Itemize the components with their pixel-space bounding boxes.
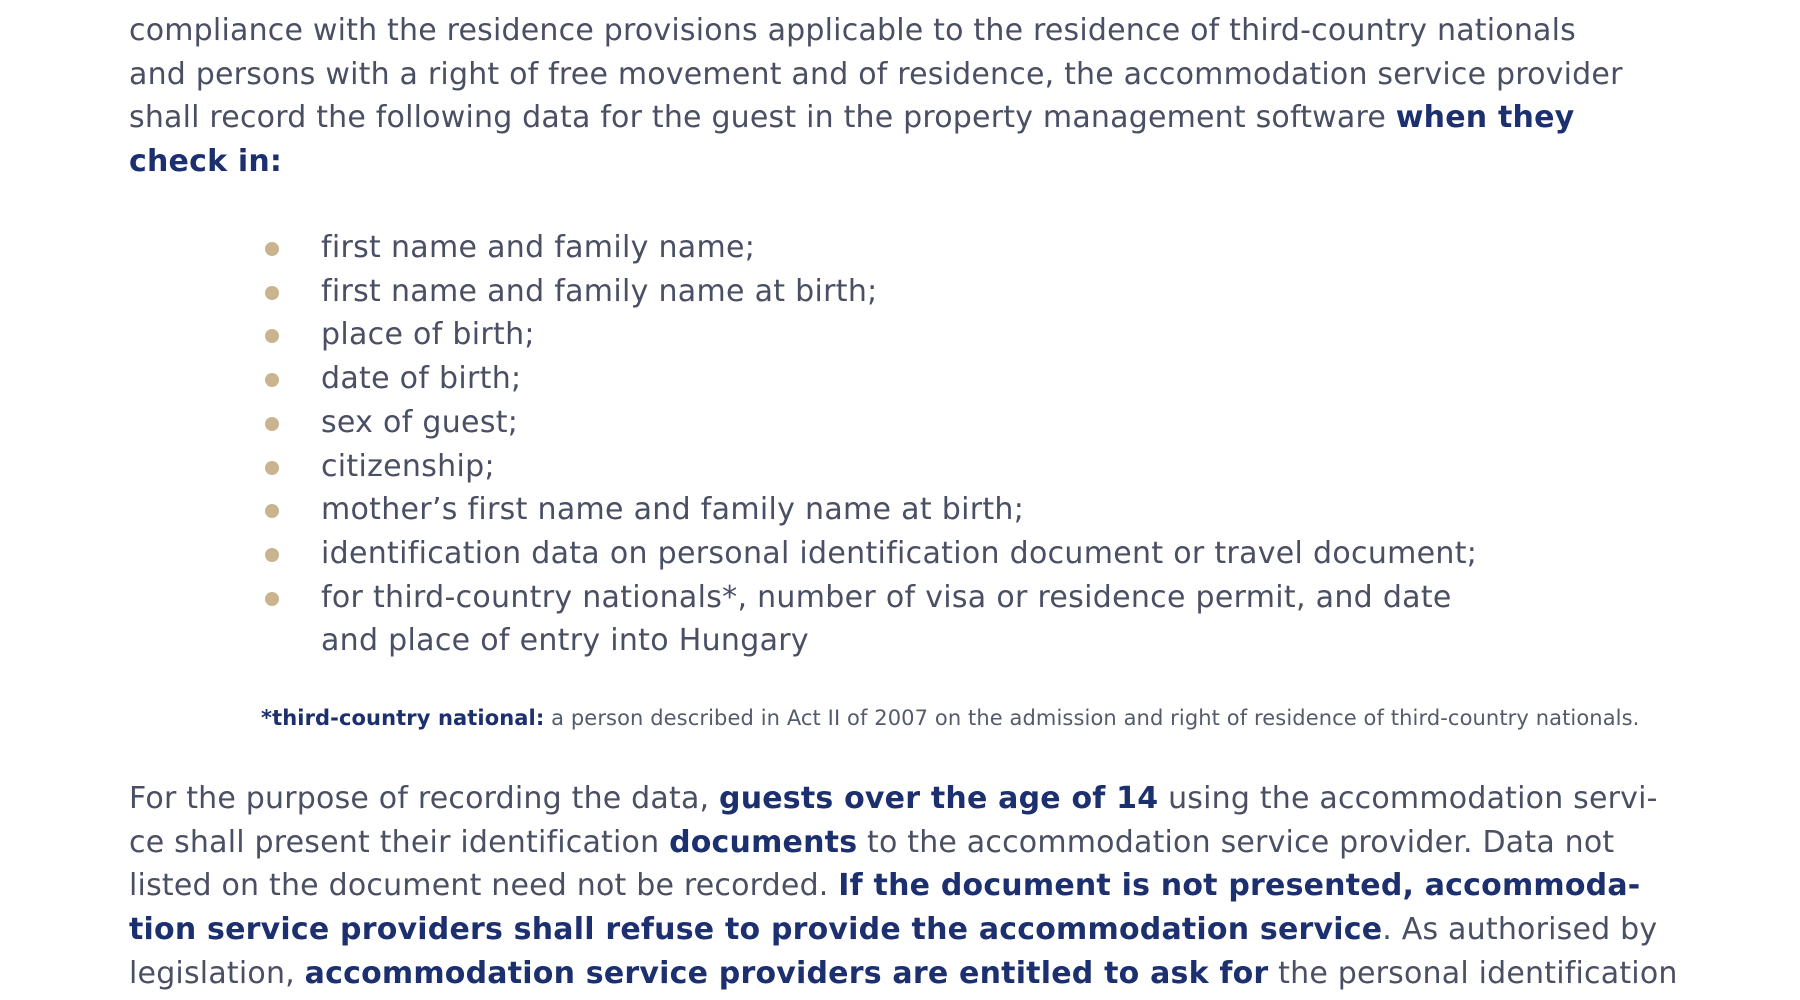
list-item — [264, 270, 1664, 314]
list-item — [264, 445, 1664, 489]
emphasis-entitled-to-ask: accommodation service providers are entitled to ask for — [304, 955, 1269, 991]
closing-line-2-tail: to the accommodation service provider. Data not — [857, 824, 1615, 860]
list-item — [264, 357, 1664, 401]
closing-line-3 — [129, 864, 1681, 908]
list-item — [264, 401, 1664, 445]
bullet-icon — [265, 504, 279, 518]
closing-line-2-text: ce shall present their identification — [129, 824, 670, 860]
footnote-marker: * — [261, 706, 273, 730]
list-item-text: for third-country nationals*, number of visa or residence permit, and date and place of entry into Hungary — [321, 579, 1452, 659]
list-item-text: date of birth; — [321, 361, 522, 397]
list-item — [264, 313, 1664, 357]
list-item-text: citizenship; — [321, 448, 495, 484]
closing-line-4-tail: . As authorised by — [1382, 912, 1658, 948]
bullet-icon — [265, 461, 279, 475]
footnote — [261, 704, 1681, 732]
closing-line-1-tail: using the accommodation servi- — [1158, 781, 1658, 816]
closing-line-5 — [129, 952, 1681, 996]
emphasis-documents: documents — [669, 824, 858, 860]
intro-line-1: compliance with the residence provisions applicable to the residence of third-country nationals — [129, 13, 1577, 48]
list-item-text: sex of guest; — [321, 404, 519, 440]
closing-line-5-text: legislation, — [129, 955, 305, 991]
intro-line-3-text: shall record the following data for the guest in the property management software — [129, 100, 1396, 136]
list-item-text: first name and family name at birth; — [321, 273, 878, 309]
intro-line-3 — [129, 96, 1681, 140]
intro-line-2: and persons with a right of free movement and of residence, the accommodation service provider — [129, 56, 1623, 92]
bullet-icon — [265, 329, 279, 343]
list-item — [264, 226, 1664, 270]
closing-line-2 — [129, 821, 1681, 865]
list-item-text: place of birth; — [321, 317, 535, 353]
bullet-icon — [265, 373, 279, 387]
list-item — [264, 488, 1664, 532]
guest-data-list — [264, 226, 1664, 663]
closing-paragraph — [129, 777, 1681, 996]
intro-paragraph — [129, 9, 1681, 184]
emphasis-refuse-service: tion service providers shall refuse to provide the accommodation service — [129, 912, 1383, 948]
list-item-text: mother’s first name and family name at birth; — [321, 492, 1025, 528]
footnote-term: third-country national: — [272, 706, 545, 730]
list-item-text: first name and family name; — [321, 230, 756, 265]
bullet-icon — [265, 286, 279, 300]
bullet-icon — [265, 242, 279, 256]
emphasis-document-not-presented: If the document is not presented, accommoda- — [838, 868, 1641, 904]
emphasis-guests-over-14: guests over the age of 14 — [719, 781, 1159, 816]
closing-line-4 — [129, 908, 1681, 952]
bullet-icon — [265, 548, 279, 562]
intro-emphasis-when-they: when they — [1395, 100, 1575, 136]
closing-line-1-text: For the purpose of recording the data, — [129, 781, 720, 816]
intro-emphasis-check-in: check in: — [129, 144, 283, 180]
list-item-text: identification data on personal identification document or travel document; — [321, 535, 1478, 571]
closing-line-1 — [129, 777, 1681, 821]
document-page — [129, 0, 1681, 1000]
list-item — [264, 576, 1471, 663]
footnote-definition: a person described in Act II of 2007 on the admission and right of residence of third-country nationals. — [544, 706, 1640, 730]
bullet-icon — [265, 417, 279, 431]
closing-line-3-text: listed on the document need not be recorded. — [129, 868, 839, 904]
closing-line-5-tail: the personal identification — [1268, 955, 1678, 991]
list-item — [264, 532, 1664, 576]
bullet-icon — [265, 592, 279, 606]
